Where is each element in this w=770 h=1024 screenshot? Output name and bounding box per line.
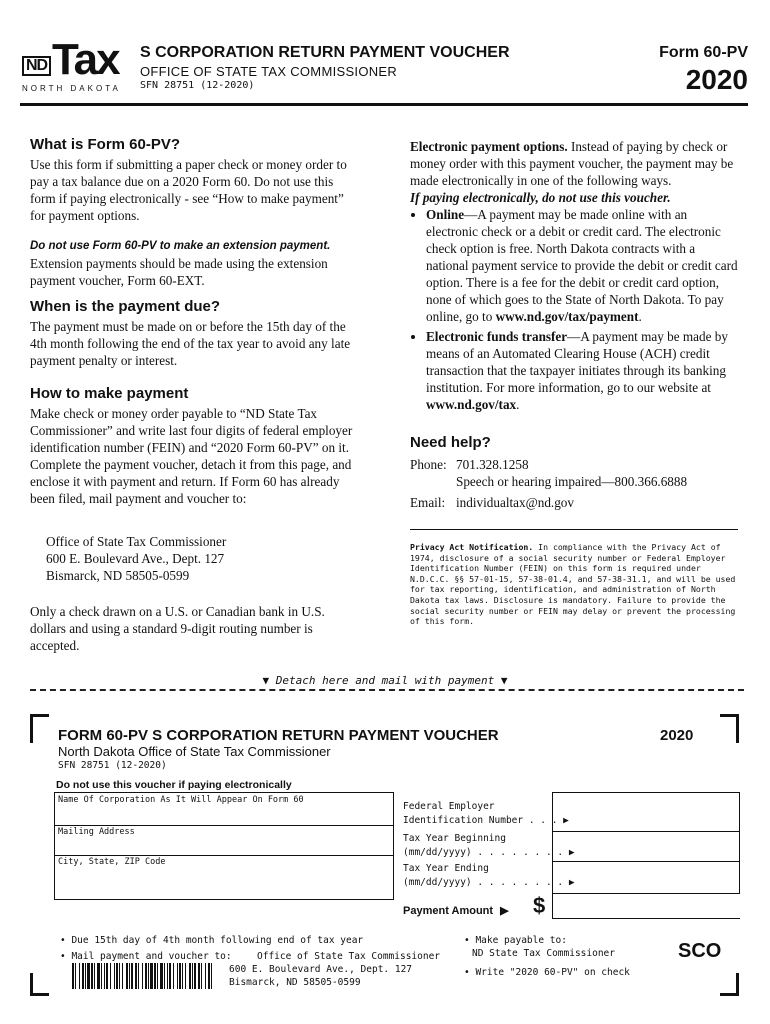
barcode-bar bbox=[138, 963, 139, 989]
barcode-bar bbox=[154, 963, 156, 989]
barcode-bar bbox=[94, 963, 95, 989]
barcode-bar bbox=[101, 963, 102, 989]
form-sfn: SFN 28751 (12-2020) bbox=[140, 80, 255, 91]
eft-lead: Electronic funds transfer bbox=[426, 329, 568, 344]
voucher-address-line-2: 600 E. Boulevard Ave., Dept. 127 bbox=[229, 964, 413, 975]
payment-options-list bbox=[410, 206, 740, 413]
barcode-bar bbox=[189, 963, 191, 989]
online-lead: Online bbox=[426, 207, 465, 222]
online-end: . bbox=[638, 309, 642, 324]
barcode-bar bbox=[114, 963, 115, 989]
payment-amount-field[interactable] bbox=[552, 893, 740, 919]
barcode-bar bbox=[87, 963, 90, 989]
down-triangle-icon: ▼ bbox=[262, 674, 270, 687]
what-heading: What is Form 60-PV? bbox=[30, 136, 181, 153]
barcode-bar bbox=[211, 963, 212, 989]
address-line-1: Office of State Tax Commissioner bbox=[46, 534, 227, 549]
list-item-eft bbox=[426, 328, 740, 413]
detach-dashed-line bbox=[30, 689, 744, 691]
address-line-2: 600 E. Boulevard Ave., Dept. 127 bbox=[46, 551, 225, 566]
electronic-options bbox=[410, 138, 740, 416]
header-divider bbox=[20, 103, 748, 106]
mail-bullet: • Mail payment and voucher to: bbox=[60, 951, 232, 962]
barcode-bar bbox=[82, 963, 84, 989]
phone-label: Phone: bbox=[410, 457, 447, 472]
check-text: Only a check drawn on a U.S. or Canadian bank in U.S. dollars and using a standard 9-digit routing number is accepted. bbox=[30, 604, 325, 653]
barcode-bar bbox=[79, 963, 80, 989]
speech-impaired-phone: Speech or hearing impaired—800.366.6888 bbox=[456, 474, 688, 489]
end-label-line-2: (mm/dd/yyyy) . . . . . . . . ▶ bbox=[403, 877, 575, 888]
barcode-bar bbox=[150, 963, 153, 989]
payable-bullet: • Make payable to: ND State Tax Commissioner bbox=[464, 935, 615, 959]
barcode-bar bbox=[97, 963, 100, 989]
begin-label-line-1: Tax Year Beginning bbox=[403, 833, 506, 844]
help-heading: Need help? bbox=[410, 434, 491, 451]
what-text: Use this form if submitting a paper check or money order to pay a tax balance due on a 2020 Form 60. Do not use this form if paying electronically - see “How to make payment” for payment options. bbox=[30, 157, 347, 223]
form-number: Form 60-PV bbox=[659, 44, 748, 61]
voucher-sfn: SFN 28751 (12-2020) bbox=[58, 760, 167, 771]
barcode-bar bbox=[116, 963, 118, 989]
privacy-lead: Privacy Act Notification. bbox=[410, 542, 534, 552]
payable-name: ND State Tax Commissioner bbox=[472, 948, 615, 959]
right-arrow-icon: ▶ bbox=[500, 905, 509, 917]
logo-nd-mark: ND bbox=[22, 56, 51, 76]
address-line-3: Bismarck, ND 58505-0599 bbox=[46, 568, 190, 583]
barcode-bar bbox=[104, 963, 105, 989]
corner-mark-bottom-left bbox=[30, 973, 49, 996]
tax-year-ending-field[interactable] bbox=[553, 861, 739, 893]
barcode-bar bbox=[173, 963, 174, 989]
extension-text: Extension payments should be made using the extension payment voucher, Form 60-EXT. bbox=[30, 256, 328, 288]
payment-amount-label bbox=[403, 904, 509, 917]
form-title: S CORPORATION RETURN PAYMENT VOUCHER bbox=[140, 44, 510, 61]
barcode-bar bbox=[169, 963, 171, 989]
extension-note: Do not use Form 60-PV to make an extension payment. bbox=[30, 240, 331, 252]
due-text: Due 15th day of 4th month following end of tax year bbox=[71, 935, 364, 946]
electronic-warning: If paying electronically, do not use this voucher. bbox=[410, 190, 671, 205]
corporation-name-field[interactable] bbox=[55, 793, 393, 826]
mailing-address-label: Mailing Address bbox=[58, 827, 135, 837]
barcode-bar bbox=[201, 963, 202, 989]
barcode-bar bbox=[167, 963, 168, 989]
email-address[interactable]: individualtax@nd.gov bbox=[456, 495, 574, 510]
voucher-year: 2020 bbox=[660, 727, 694, 744]
barcode-bar bbox=[122, 963, 123, 989]
extension-paragraph bbox=[30, 236, 360, 289]
voucher-title: FORM 60-PV S CORPORATION RETURN PAYMENT VOUCHER bbox=[58, 727, 499, 744]
corner-mark-top-right bbox=[720, 714, 739, 743]
barcode-bar bbox=[185, 963, 186, 989]
taxpayer-info-box bbox=[54, 792, 394, 900]
corner-mark-top-left bbox=[30, 714, 49, 743]
mailing-address-field[interactable] bbox=[55, 825, 393, 856]
electronic-text: Instead of paying by check or money order with this payment voucher, the payment may be made electronically in one of the following ways. bbox=[410, 139, 734, 188]
barcode-bar bbox=[72, 963, 74, 989]
barcode-bar bbox=[157, 963, 158, 989]
barcode-bar bbox=[194, 963, 196, 989]
voucher-mail-address bbox=[229, 950, 441, 989]
write-bullet: • Write "2020 60-PV" on check bbox=[464, 967, 630, 978]
end-label-line-1: Tax Year Ending bbox=[403, 863, 489, 874]
office-name: OFFICE OF STATE TAX COMMISSIONER bbox=[140, 64, 398, 79]
logo-tax-wordmark: Tax bbox=[52, 35, 119, 84]
payment-amount-text: Payment Amount bbox=[403, 905, 494, 917]
tax-year-beginning-field[interactable] bbox=[553, 831, 739, 862]
eft-end: . bbox=[516, 397, 520, 412]
begin-label-line-2: (mm/dd/yyyy) . . . . . . . . ▶ bbox=[403, 847, 575, 858]
payable-lead: Make payable to: bbox=[475, 935, 567, 946]
detach-instruction bbox=[0, 674, 770, 687]
voucher-address-line-3: Bismarck, ND 58505-0599 bbox=[229, 977, 361, 988]
city-state-zip-field[interactable] bbox=[55, 855, 393, 899]
email-label: Email: bbox=[410, 495, 446, 510]
fein-label bbox=[403, 800, 569, 828]
voucher-office: North Dakota Office of State Tax Commissioner bbox=[58, 744, 331, 759]
barcode-bar bbox=[145, 963, 147, 989]
fein-label-line-2: Identification Number . . . ▶ bbox=[403, 815, 569, 826]
tax-year-ending-label bbox=[403, 862, 575, 890]
electronic-lead: Electronic payment options. bbox=[410, 139, 568, 154]
barcode bbox=[72, 963, 216, 989]
mail-lead-text: Mail payment and voucher to: bbox=[71, 951, 232, 962]
mailing-address bbox=[46, 533, 226, 584]
barcode-bar bbox=[131, 963, 133, 989]
barcode-bar bbox=[182, 963, 183, 989]
barcode-bar bbox=[179, 963, 181, 989]
tax-year-beginning-label bbox=[403, 832, 575, 860]
write-text: Write "2020 60-PV" on check bbox=[475, 967, 630, 978]
online-url-link[interactable]: www.nd.gov/tax/payment bbox=[495, 309, 639, 324]
help-divider bbox=[410, 529, 738, 530]
list-item-online bbox=[426, 206, 740, 325]
barcode-bar bbox=[91, 963, 93, 989]
barcode-bar bbox=[119, 963, 120, 989]
corner-mark-bottom-right bbox=[720, 973, 739, 996]
fein-label-line-1: Federal Employer bbox=[403, 801, 495, 812]
city-state-zip-label: City, State, ZIP Code bbox=[58, 857, 166, 867]
barcode-bar bbox=[126, 963, 128, 989]
barcode-bar bbox=[177, 963, 178, 989]
corporation-name-label: Name Of Corporation As It Will Appear On Form 60 bbox=[58, 795, 304, 805]
phone-number: 701.328.1258 bbox=[456, 457, 529, 472]
right-field-box bbox=[552, 792, 740, 894]
when-text: The payment must be made on or before the 15th day of the 4th month following the end of the tax year to avoid any late payment penalty or interest. bbox=[30, 319, 351, 368]
barcode-bar bbox=[160, 963, 163, 989]
barcode-bar bbox=[192, 963, 193, 989]
privacy-notice bbox=[410, 542, 740, 627]
website-link[interactable]: www.nd.gov/tax bbox=[426, 397, 517, 412]
how-heading: How to make payment bbox=[30, 385, 189, 402]
barcode-bar bbox=[129, 963, 130, 989]
barcode-bar bbox=[198, 963, 200, 989]
barcode-bar bbox=[110, 963, 111, 989]
barcode-bar bbox=[164, 963, 165, 989]
due-bullet: • Due 15th day of 4th month following end of tax year bbox=[60, 935, 364, 946]
detach-text: Detach here and mail with payment bbox=[275, 674, 495, 687]
voucher-code: SCO bbox=[678, 940, 722, 962]
barcode-bar bbox=[142, 963, 143, 989]
barcode-bar bbox=[106, 963, 108, 989]
barcode-bar bbox=[135, 963, 137, 989]
down-triangle-icon: ▼ bbox=[500, 674, 508, 687]
fein-field[interactable] bbox=[553, 793, 739, 832]
barcode-bar bbox=[75, 963, 76, 989]
voucher-electronic-warning: Do not use this voucher if paying electronically bbox=[56, 779, 292, 791]
eft-text: —A payment may be made by means of an Automated Clearing House (ACH) credit transaction that the taxpayer initiates through its banking institution. For more information, go to our website at bbox=[426, 329, 728, 395]
barcode-bar bbox=[208, 963, 210, 989]
barcode-bar bbox=[148, 963, 149, 989]
privacy-text: In compliance with the Privacy Act of 1974, disclosure of a social security number or Federal Employer Identification Number (FEIN) on this form is required under N.D.C.C. §§ 57-01-15, 57-38-01.4, and 57-38-31.1, and will be used for tax reporting, identification, and administration of North Dakota tax laws. Disclosure is mandatory. Failure to provide the social security number or FEIN may delay or prevent the processing of this form. bbox=[410, 542, 736, 627]
barcode-bar bbox=[205, 963, 206, 989]
voucher-address-line-1: Office of State Tax Commissioner bbox=[257, 951, 441, 962]
barcode-bar bbox=[85, 963, 86, 989]
dollar-sign: $ bbox=[533, 893, 546, 918]
how-text: Make check or money order payable to “ND State Tax Commissioner” and write last four digits of federal employer identification number (FEIN) and “2020 Form 60-PV” on it. Complete the payment voucher, detach it from this page, and enclose it with payment and return. If Form 60 has already been filed, mail payment and voucher to: bbox=[30, 406, 353, 506]
logo-subtitle: NORTH DAKOTA bbox=[22, 84, 121, 93]
when-heading: When is the payment due? bbox=[30, 298, 221, 315]
form-year: 2020 bbox=[685, 64, 748, 95]
online-text: —A payment may be made online with an electronic check or a debit or credit card. The electronic check option is free. North Dakota contracts with a national payment service to provide the debit or credit card option. There is a fee for the debit or credit card option, none of which goes to the State of North Dakota. To pay online, go to bbox=[426, 207, 738, 324]
